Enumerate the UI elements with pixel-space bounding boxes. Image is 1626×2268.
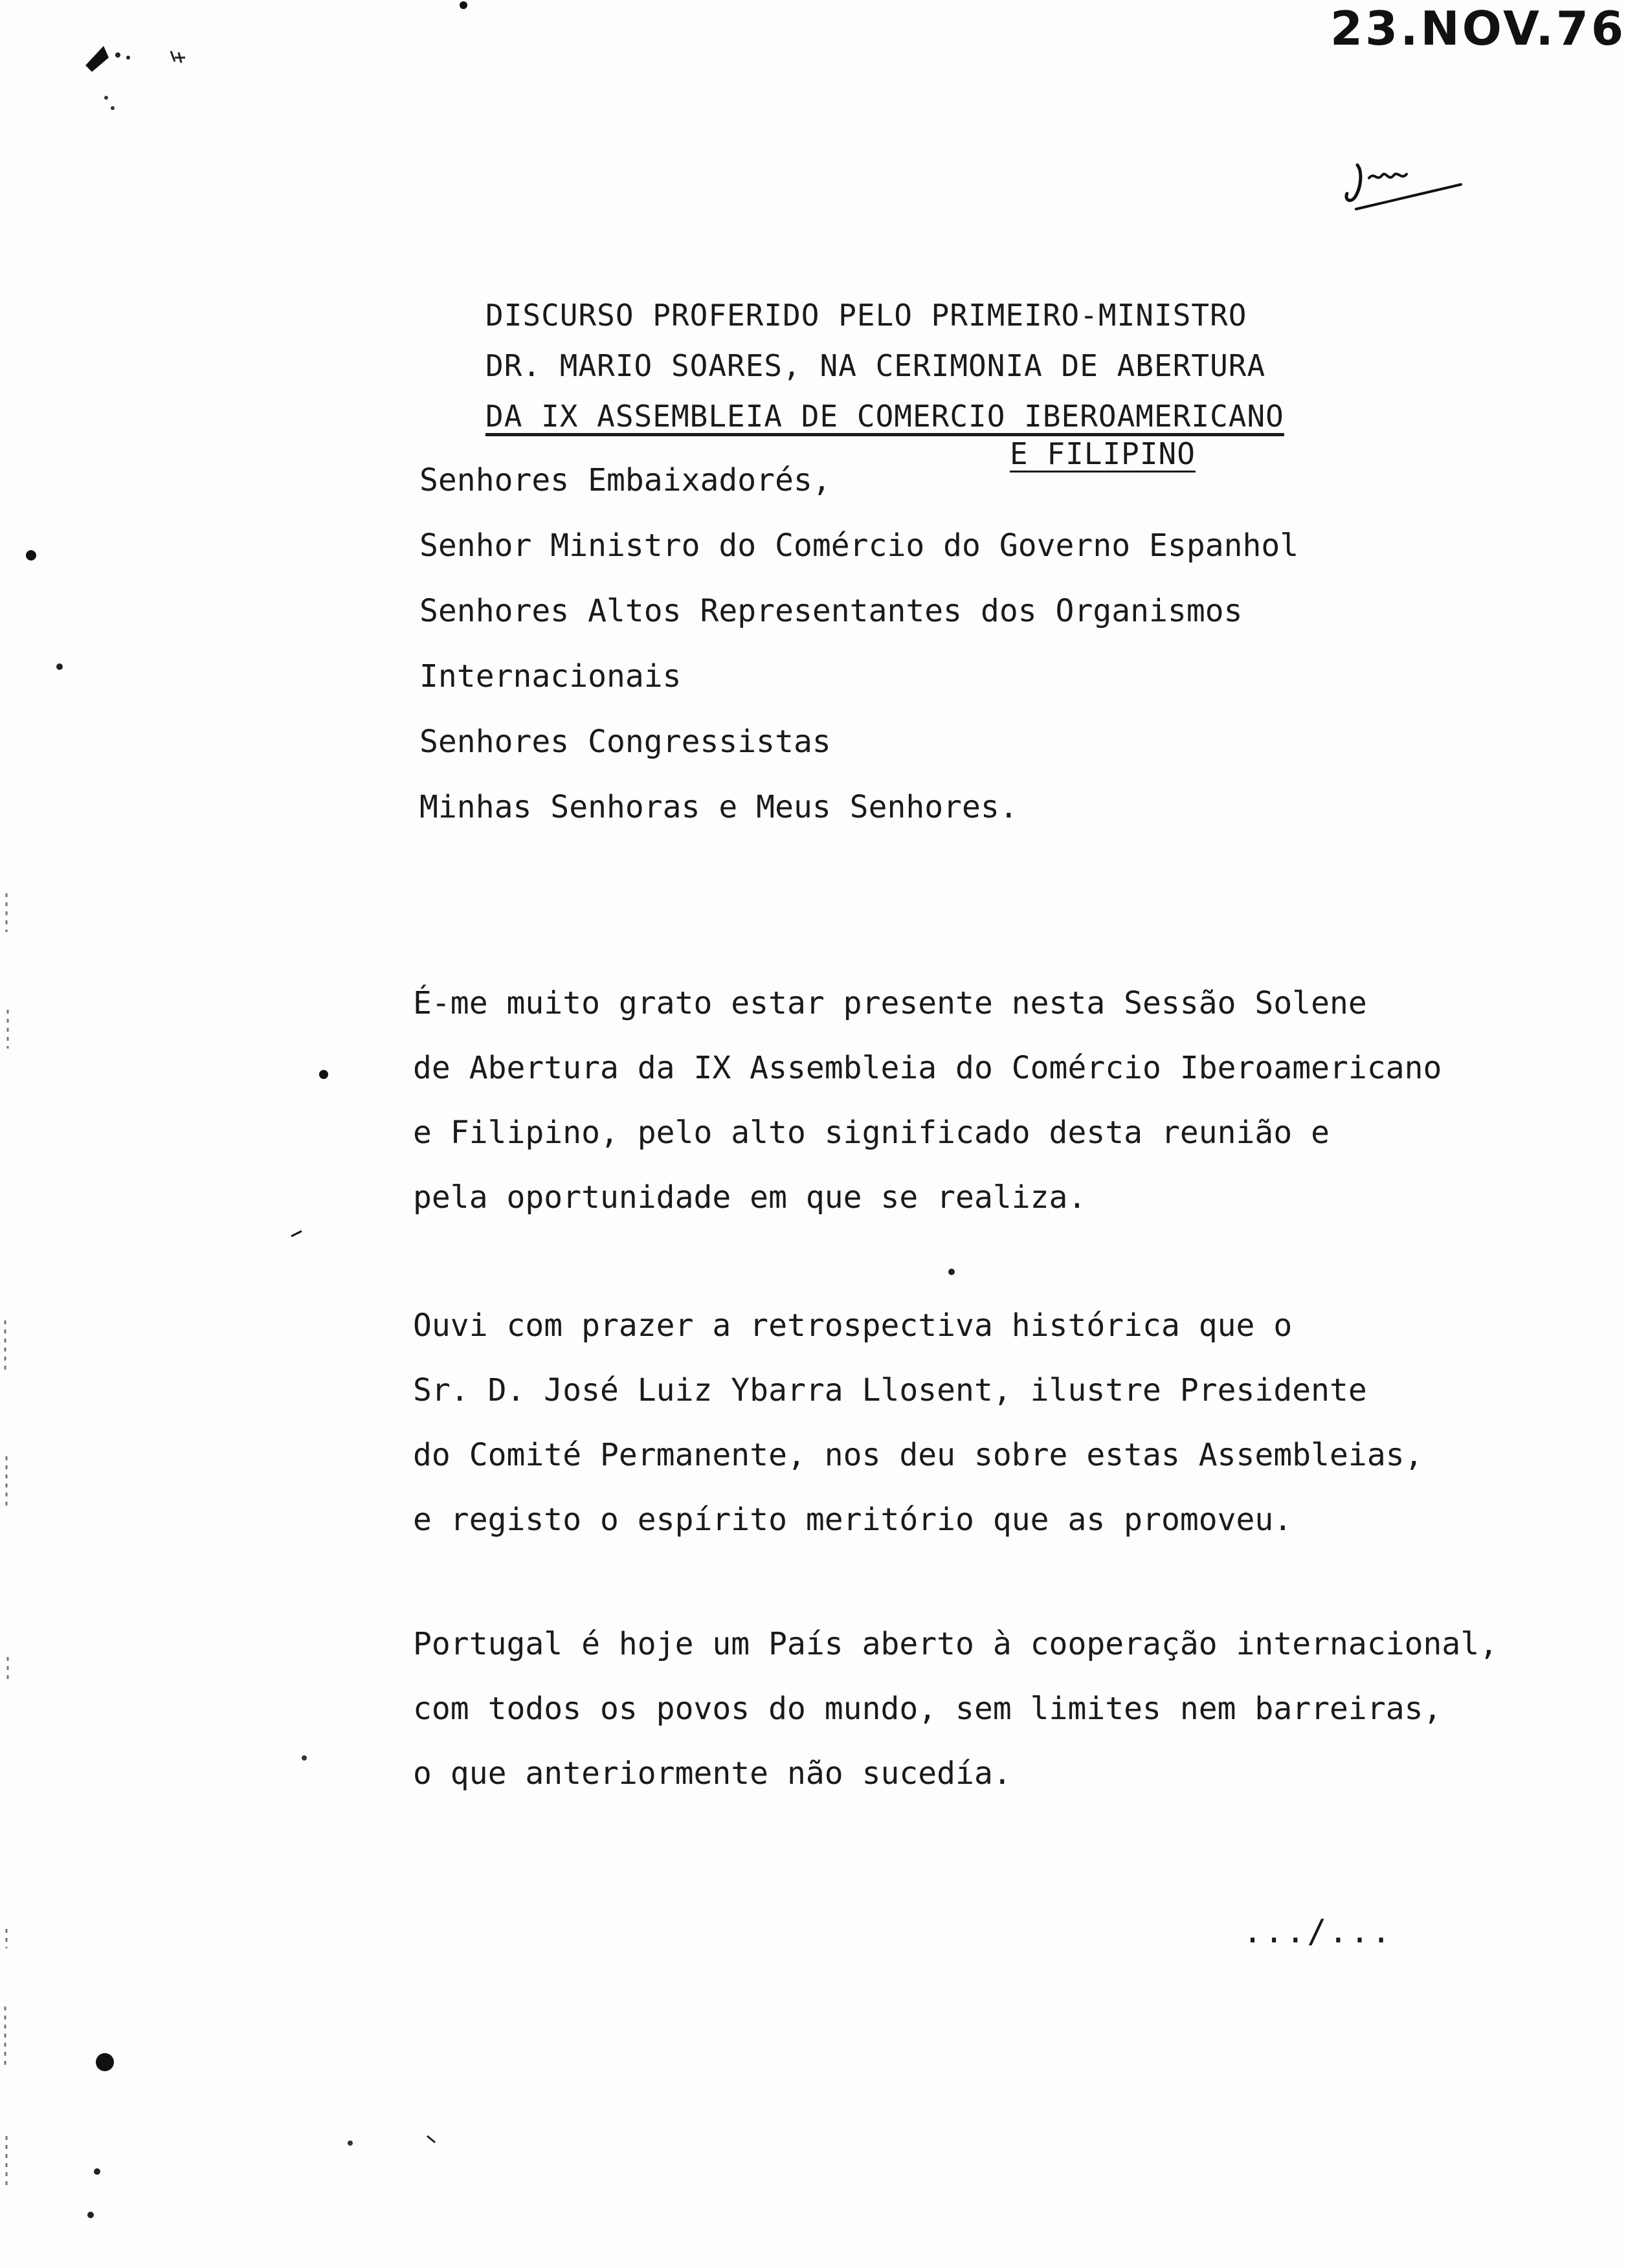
title-line-2: DR. MARIO SOARES, NA CERIMONIA DE ABERTURA <box>485 348 1266 383</box>
ink-marks-icon <box>78 29 207 120</box>
paragraph-2 <box>413 1293 1423 1552</box>
title-line-3: DA IX ASSEMBLEIA DE COMERCIO IBEROAMERICANO <box>485 399 1284 434</box>
paragraph-1 <box>413 971 1442 1230</box>
salutations <box>419 448 1298 840</box>
salutation-line: Senhores Embaixadorés, <box>419 462 831 498</box>
paragraph-line: Ouvi com prazer a retrospectiva histórica que o <box>413 1307 1293 1344</box>
paragraph-line: Portugal é hoje um País aberto à cooperação internacional, <box>413 1626 1498 1662</box>
paragraph-line: do Comité Permanente, nos deu sobre estas Assembleias, <box>413 1437 1423 1473</box>
paragraph-line: e Filipino, pelo alto significado desta reunião e <box>413 1115 1330 1151</box>
salutation-line: Senhor Ministro do Comércio do Governo Espanhol <box>419 528 1299 564</box>
paragraph-3 <box>413 1612 1498 1806</box>
paragraph-line: o que anteriormente não sucedía. <box>413 1755 1012 1792</box>
title-line-4: E FILIPINO <box>1010 436 1196 471</box>
salutation-line: Minhas Senhoras e Meus Senhores. <box>419 789 1018 825</box>
title-line-1: DISCURSO PROFERIDO PELO PRIMEIRO-MINISTRO <box>485 298 1247 333</box>
paragraph-line: É-me muito grato estar presente nesta Sessão Solene <box>413 985 1367 1021</box>
document-title <box>485 290 1284 441</box>
paragraph-line: Sr. D. José Luiz Ybarra Llosent, ilustre Presidente <box>413 1372 1367 1408</box>
paragraph-line: com todos os povos do mundo, sem limites nem barreiras, <box>413 1691 1442 1727</box>
salutation-line: Internacionais <box>419 658 682 695</box>
salutation-line: Senhores Congressistas <box>419 724 831 760</box>
handwritten-initials-icon <box>1343 146 1466 217</box>
paragraph-line: e registo o espírito meritório que as promoveu. <box>413 1502 1293 1538</box>
paragraph-line: pela oportunidade em que se realiza. <box>413 1179 1087 1216</box>
handwritten-date: 23.NOV.76 <box>1330 1 1626 56</box>
salutation-line: Senhores Altos Representantes dos Organismos <box>419 593 1243 629</box>
page-continuation-marker: .../... <box>1243 1913 1393 1950</box>
paragraph-line: de Abertura da IX Assembleia do Comércio Iberoamericano <box>413 1050 1442 1086</box>
